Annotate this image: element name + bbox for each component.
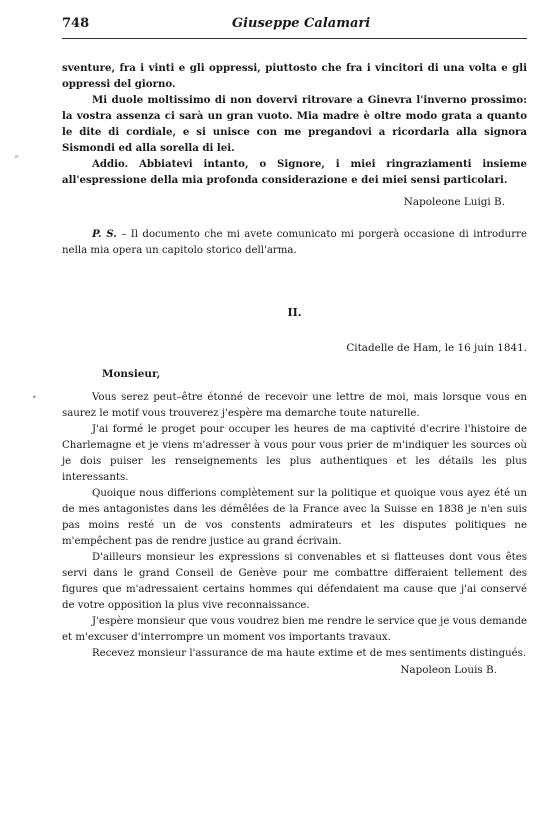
letter1-signature [62,194,527,210]
letter2-paragraph-6: Recevez monsieur l'assurance de ma haute extime et de mes sentiments distingués. [92,648,527,659]
postscript-label: P. S. [92,228,117,240]
postscript-text: – Il documento che mi avete comunicato mi porgerà occasione di introdurre nella mia opera un capitolo storico dell'arma. [62,229,528,256]
letter1-paragraph-2: Mi duole moltissimo di non dovervi ritrovare a Ginevra l'inverno prossimo: la vostra assenza ci sarà un gran vuoto. Mia madre è oltre modo grata a quanto le dite di cordiale, e si unisce con me pregandovi a ricordarla alla signora Sismondi ed alla sorella di lei. [62,94,527,154]
letter2-paragraph-1: Vous serez peut–être étonné de recevoir une lettre de moi, mais lorsque vous en saurez le motif vous trouverez j'espère ma demarche toute naturelle. [62,392,527,419]
margin-mark-lower: • [32,393,37,402]
letter2-dateline: Citadelle de Ham, le 16 juin 1841. [346,342,527,354]
page-header [62,14,527,39]
letter2-paragraph-5: J'espère monsieur que vous voudrez bien me rendre le service que je vous demande et m'excuser d'interrompre un moment vos importants travaux. [62,616,527,643]
letter1-paragraph-3: Addio. Abbiatevi intanto, o Signore, i miei ringraziamenti insieme all'espressione della mia profonda considerazione e dei miei sensi particolari. [62,158,527,186]
letter2-signature [62,662,527,678]
running-head: Giuseppe Calamari [232,16,371,31]
section-number: II. [287,306,302,319]
letter-1 [62,60,527,259]
page-number: 748 [62,16,90,31]
letter2-paragraph-4: D'ailleurs monsieur les expressions si convenables et si flatteuses dont vous êtes servi dans le grand Conseil de Genève pour me combattre differaient tellement des figures que m'adressaient certains hommes qui défendaient ma cause que j'ai conservé de votre opposition la plus vive reconnaissance. [62,552,527,611]
margin-mark-upper: » [14,152,19,161]
page [62,14,528,676]
letter2-paragraph-3: Quoique nous differions complètement sur la politique et quoique vous ayez été un de mes antagonistes dans les démêlées de la France avec la Suisse en 1838 je n'en suis pas moins resté un de vos constents admirateurs et les disputes politiques ne m'empêchent pas de rendre justice au grand écrivain. [62,488,527,547]
section-marker [62,306,527,319]
letter-2 [62,340,527,678]
letter1-paragraph-1: sventure, fra i vinti e gli oppressi, piuttosto che fra i vincitori di una volta e gli oppressi del giorno. [62,62,527,90]
letter2-paragraph-2: J'ai formé le proget pour occuper les heures de ma captivité d'ecrire l'histoire de Charlemagne et je viens m'adresser à vous pour vous prier de m'indiquer les sources où je dois puiser les renseignements les plus authentiques et les détails les plus interessants. [62,424,527,483]
letter2-salutation: Monsieur, [102,368,161,380]
letter2-signature-text: Napoleon Louis B. [400,664,497,676]
letter1-signature-text: Napoleone Luigi B. [403,196,505,208]
letter1-postscript [62,226,527,259]
